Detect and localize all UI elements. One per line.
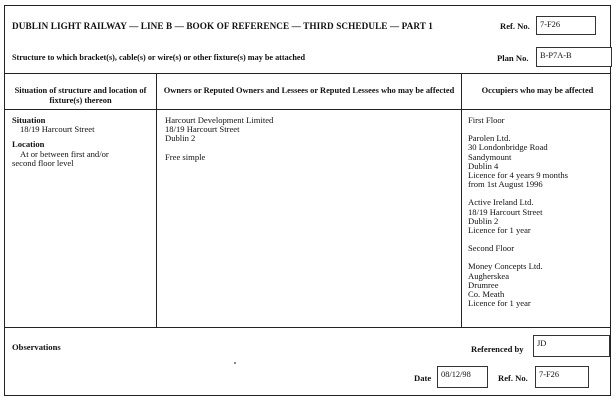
- situation-label: Situation: [12, 115, 46, 125]
- occupier-line: from 1st August 1996: [468, 179, 543, 190]
- first-floor-label: First Floor: [468, 115, 505, 125]
- observations-label: Observations: [12, 342, 61, 352]
- occupiers-cell: [468, 116, 608, 308]
- column-divider-1: [156, 73, 157, 327]
- occupier-line: Co. Meath: [468, 289, 505, 300]
- location-line: At or between first and/or: [20, 148, 109, 159]
- footer-ref-no-field[interactable]: 7-F26: [535, 366, 589, 388]
- document-title: DUBLIN LIGHT RAILWAY — LINE B — BOOK OF REFERENCE — THIRD SCHEDULE — PART 1: [12, 21, 433, 31]
- owners-cell: [165, 116, 455, 162]
- owner-address-line: 18/19 Harcourt Street: [165, 124, 240, 135]
- table-top-rule: [5, 73, 610, 74]
- column-divider-2: [461, 73, 462, 327]
- situation-value: 18/19 Harcourt Street: [20, 124, 95, 135]
- table-bottom-rule: [5, 327, 610, 328]
- scan-speck: [234, 362, 236, 364]
- occupier-line: Sandymount: [468, 151, 512, 162]
- structure-subtitle: Structure to which bracket(s), cable(s) or wire(s) or other fixture(s) may be attached: [12, 53, 306, 62]
- plan-no-field[interactable]: B-P7A-B: [536, 47, 612, 67]
- reference-sheet: [4, 5, 611, 396]
- column-header-owners: Owners or Reputed Owners and Lessees or Reputed Lessees who may be affected: [163, 86, 455, 95]
- location-line: second floor level: [12, 157, 74, 168]
- date-label: Date: [414, 373, 432, 383]
- date-field[interactable]: 08/12/98: [437, 366, 488, 388]
- ref-no-field[interactable]: 7-F26: [536, 16, 596, 35]
- location-label: Location: [12, 139, 45, 150]
- occupier-line: 18/19 Harcourt Street: [468, 206, 543, 217]
- owner-address-line: Dublin 2: [165, 133, 196, 144]
- ref-no-label: Ref. No.: [500, 21, 530, 31]
- plan-no-label: Plan No.: [497, 53, 529, 63]
- second-floor-label: Second Floor: [468, 243, 515, 254]
- occupier-line: Licence for 4 years 9 months: [468, 170, 568, 181]
- situation-cell: [12, 116, 152, 168]
- occupier-line: Active Ireland Ltd.: [468, 197, 534, 208]
- footer-ref-no-label: Ref. No.: [498, 373, 528, 383]
- column-header-occupiers: Occupiers who may be affected: [481, 86, 594, 95]
- occupier-line: Parolen Ltd.: [468, 133, 511, 144]
- column-header-situation: Situation of structure and location of fixture(s) thereon: [14, 86, 147, 105]
- occupier-line: Augherskea: [468, 270, 510, 281]
- referenced-by-label: Referenced by: [471, 344, 524, 354]
- referenced-by-field[interactable]: JD: [533, 335, 610, 357]
- owner-tenure: Free simple: [165, 151, 206, 162]
- occupier-line: Money Concepts Ltd.: [468, 261, 543, 272]
- occupier-line: Licence for 1 year: [468, 298, 531, 309]
- header-bottom-rule: [5, 109, 610, 110]
- occupier-line: Dublin 4: [468, 160, 499, 171]
- occupier-line: Licence for 1 year: [468, 225, 531, 236]
- occupier-line: Dublin 2: [468, 215, 499, 226]
- occupier-line: 30 Londonbridge Road: [468, 142, 548, 153]
- occupier-line: Drumree: [468, 279, 499, 290]
- owner-name: Harcourt Development Limited: [165, 115, 274, 125]
